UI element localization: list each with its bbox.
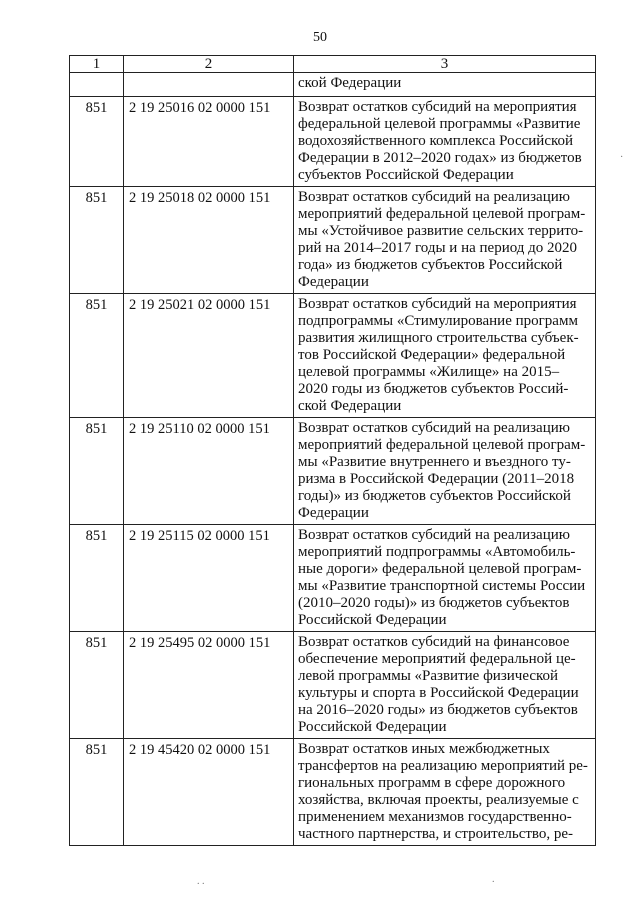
- budget-code-table: [69, 55, 596, 846]
- column-header-1: 1: [70, 56, 124, 73]
- admin-code-cell: 851: [70, 418, 124, 525]
- budget-code-cell: 2 19 25016 02 0000 151: [124, 97, 294, 187]
- column-header-2: 2: [124, 56, 294, 73]
- description-cell: Возврат остатков субсидий на реализацию мероприятий федеральной целевой програм- мы «Развитие внутреннего и въездного ту- ризма в Российской Федерации (2011–2018 годы)» из бюджетов субъектов Российской Федерации: [294, 418, 596, 525]
- scan-speck: . .: [197, 876, 205, 887]
- table-row: [70, 632, 596, 739]
- description-cell: Возврат остатков субсидий на реализацию мероприятий подпрограммы «Автомобиль- ные дороги» федеральной целевой програм- мы «Развитие транспортной системы России (2010–2020 годы)» из бюджетов субъектов Российской Федерации: [294, 525, 596, 632]
- budget-code-cell: 2 19 45420 02 0000 151: [124, 739, 294, 846]
- table-header-row: [70, 56, 596, 73]
- budget-code-cell: 2 19 25110 02 0000 151: [124, 418, 294, 525]
- admin-code-cell: [70, 73, 124, 97]
- admin-code-cell: 851: [70, 739, 124, 846]
- table-row: [70, 418, 596, 525]
- budget-code-cell: 2 19 25115 02 0000 151: [124, 525, 294, 632]
- admin-code-cell: 851: [70, 632, 124, 739]
- description-cell: ской Федерации: [294, 73, 596, 97]
- table-row: [70, 73, 596, 97]
- description-cell: Возврат остатков субсидий на мероприятия федеральной целевой программы «Развитие водохозяйственного комплекса Российской Федерации в 2012–2020 годах» из бюджетов субъектов Российской Федерации: [294, 97, 596, 187]
- table-row: [70, 525, 596, 632]
- table-row: [70, 97, 596, 187]
- admin-code-cell: 851: [70, 187, 124, 294]
- table-row: [70, 739, 596, 846]
- budget-code-cell: 2 19 25495 02 0000 151: [124, 632, 294, 739]
- description-cell: Возврат остатков иных межбюджетных трансфертов на реализацию мероприятий ре- гиональных программ в сфере дорожного хозяйства, включая проекты, реализуемые с применением механизмов государственно- частного партнерства, и строительство, ре-: [294, 739, 596, 846]
- page-number: 50: [313, 30, 327, 45]
- table-row: [70, 187, 596, 294]
- budget-code-cell: 2 19 25018 02 0000 151: [124, 187, 294, 294]
- admin-code-cell: 851: [70, 525, 124, 632]
- admin-code-cell: 851: [70, 97, 124, 187]
- scan-speck: .: [492, 874, 495, 885]
- budget-code-cell: 2 19 25021 02 0000 151: [124, 294, 294, 418]
- description-cell: Возврат остатков субсидий на реализацию мероприятий федеральной целевой програм- мы «Устойчивое развитие сельских террито- рий на 2014–2017 годы и на период до 2020 года» из бюджетов субъектов Российской Федерации: [294, 187, 596, 294]
- table-row: [70, 294, 596, 418]
- admin-code-cell: 851: [70, 294, 124, 418]
- scan-speck: ·: [620, 152, 624, 163]
- description-cell: Возврат остатков субсидий на мероприятия подпрограммы «Стимулирование программ развития жилищного строительства субъек- тов Российской Федерации» федеральной целевой программы «Жилище» на 2015– 2020 годы из бюджетов субъектов Россий- ской Федерации: [294, 294, 596, 418]
- budget-code-cell: [124, 73, 294, 97]
- column-header-3: 3: [294, 56, 596, 73]
- description-cell: Возврат остатков субсидий на финансовое обеспечение мероприятий федеральной це- левой программы «Развитие физической культуры и спорта в Российской Федерации на 2016–2020 годы» из бюджетов субъектов Российской Федерации: [294, 632, 596, 739]
